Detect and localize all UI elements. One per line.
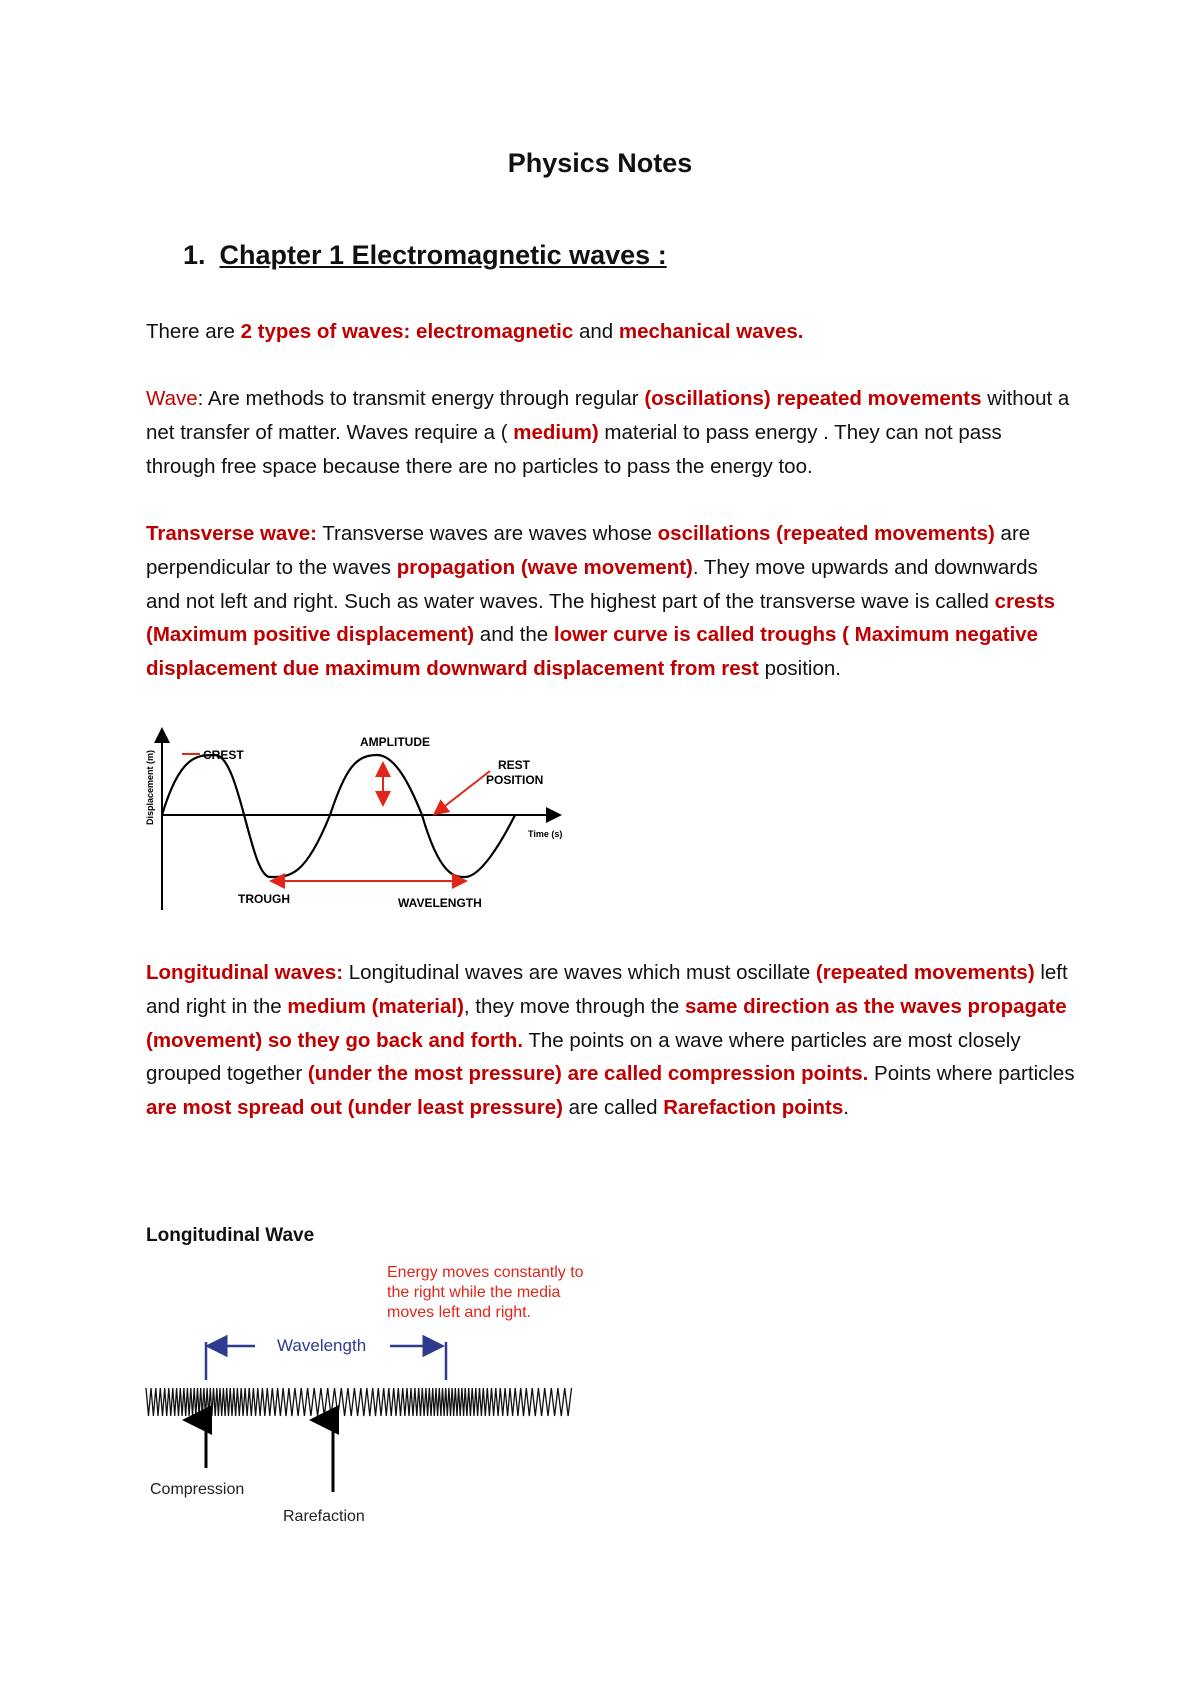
transverse-wave-diagram	[140, 725, 600, 915]
energy-note-line1: Energy moves constantly to	[387, 1264, 584, 1281]
rarefaction-label: Rarefaction	[283, 1508, 365, 1525]
wavelength-label: Wavelength	[277, 1336, 367, 1355]
chapter-number: 1.	[183, 240, 206, 270]
text-run: and the	[474, 623, 554, 647]
highlight-run: same direction as the waves propagate (movement) so they go back and forth.	[146, 994, 1067, 1052]
term-transverse-wave: Transverse wave:	[146, 522, 317, 545]
text-run: .	[843, 1096, 849, 1120]
chapter-title: Chapter 1 Electromagnetic waves :	[219, 240, 667, 270]
paragraph-transverse-wave	[146, 517, 1076, 686]
wavelength-label: WAVELENGTH	[398, 896, 482, 910]
amplitude-label: AMPLITUDE	[360, 735, 430, 749]
term-wave: Wave	[146, 387, 198, 410]
crest-label: CREST	[203, 748, 244, 762]
text-run: are perpendicular to the waves	[146, 522, 1031, 579]
highlight-run: medium (material)	[287, 994, 464, 1018]
highlight-run: (under the most pressure) are called compression points.	[307, 1062, 869, 1086]
text-run: material to pass energy . They can not pass through free space because there are no particles to pass the energy too.	[146, 420, 1002, 478]
paragraph-wave-types	[146, 315, 1076, 349]
trough-label: TROUGH	[238, 892, 290, 906]
highlight-run: are most spread out (under least pressure)	[146, 1096, 563, 1120]
longitudinal-figure-title: Longitudinal Wave	[146, 1225, 315, 1246]
highlight-run: Rarefaction points	[663, 1096, 844, 1120]
text-run: Transverse waves are waves whose	[316, 522, 658, 545]
text-run: without a net transfer of matter. Waves require a (	[146, 387, 1070, 444]
text-run: position.	[758, 657, 841, 681]
text-run: . They move upwards and downwards and not left and right. Such as water waves. The highest part of the transverse wave is called	[146, 555, 1038, 613]
chapter-heading	[183, 240, 667, 271]
text-run: The points on a wave where particles are most closely grouped together	[146, 1028, 1021, 1086]
y-axis-label: Displacement (m)	[145, 749, 155, 825]
spring-coils	[146, 1388, 572, 1416]
text-run: Points where particles	[868, 1062, 1075, 1086]
rest-position-arrow	[436, 771, 490, 813]
energy-note-line2: the right while the media	[387, 1284, 561, 1301]
highlight-run: (repeated movements)	[815, 961, 1035, 984]
highlight-run: mechanical waves.	[618, 320, 804, 343]
highlight-run: oscillations (repeated movements)	[657, 522, 995, 545]
term-longitudinal-waves: Longitudinal waves:	[146, 961, 344, 984]
highlight-run: propagation (wave movement)	[396, 555, 693, 579]
text-run: are called	[562, 1096, 664, 1120]
paragraph-longitudinal-waves	[146, 956, 1076, 1125]
text-run: There are	[146, 320, 241, 343]
energy-note-line3: moves left and right.	[387, 1304, 532, 1321]
highlight-run: lower curve is called troughs ( Maximum negative displacement due maximum downward displacement from rest	[146, 623, 1039, 681]
paragraph-wave-definition	[146, 382, 1076, 483]
text-run: : Are methods to transmit energy through regular	[197, 387, 645, 410]
x-axis-label: Time (s)	[528, 829, 563, 839]
spring-coil-path	[146, 1388, 572, 1416]
text-run: , they move through the	[463, 994, 685, 1018]
text-run: Longitudinal waves are waves which must oscillate	[343, 961, 816, 984]
rest-label-line2: POSITION	[486, 773, 544, 787]
highlight-run: medium)	[513, 420, 599, 444]
text-run: left and right in the	[146, 961, 1068, 1018]
rest-label-line1: REST	[498, 758, 531, 772]
longitudinal-wave-diagram	[140, 1220, 640, 1550]
highlight-run: 2 types of waves: electromagnetic	[240, 320, 574, 343]
page-title: Physics Notes	[507, 148, 693, 178]
highlight-run: crests (Maximum positive displacement)	[146, 589, 1055, 647]
compression-label: Compression	[150, 1481, 245, 1498]
highlight-run: (oscillations) repeated movements	[644, 387, 982, 410]
text-run: and	[573, 320, 619, 343]
